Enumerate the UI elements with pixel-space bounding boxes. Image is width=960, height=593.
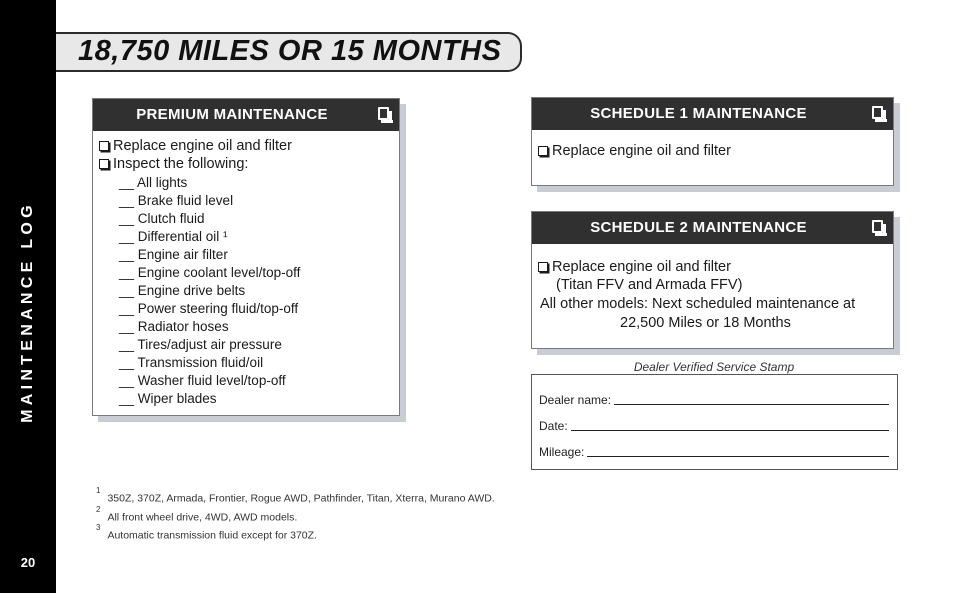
schedule-2-item: Replace engine oil and filter: [538, 259, 731, 275]
checkbox-icon: [538, 262, 548, 272]
footnote-text: All front wheel drive, 4WD, AWD models.: [107, 511, 298, 524]
schedule-2-header-label: SCHEDULE 2 MAINTENANCE: [590, 219, 807, 236]
inspect-item: __ Radiator hoses: [119, 319, 229, 334]
sidebar-label: MAINTENANCE LOG: [19, 201, 36, 423]
dealer-name-field[interactable]: [539, 387, 889, 407]
dealer-name-label: Dealer name:: [539, 393, 612, 407]
date-line[interactable]: [571, 429, 889, 431]
premium-header: [93, 99, 399, 131]
footnote-number: 1: [96, 486, 101, 495]
schedule-2-other-line-1: All other models: Next scheduled maintenance at: [540, 296, 856, 312]
inspect-item: __ Differential oil ¹: [119, 229, 228, 244]
inspect-item: __ Tires/adjust air pressure: [119, 337, 282, 352]
premium-item: Inspect the following:: [99, 156, 248, 172]
schedule-2-note: (Titan FFV and Armada FFV): [556, 277, 743, 293]
footnote-number: 3: [96, 523, 101, 532]
schedule-1-header: [532, 98, 893, 130]
inspect-item: __ Power steering fluid/top-off: [119, 301, 299, 316]
sidebar: [0, 0, 56, 593]
page-title: 18,750 MILES OR 15 MONTHS: [78, 35, 502, 67]
inspect-item: __ Clutch fluid: [119, 211, 205, 226]
schedule-2-other-line-2: 22,500 Miles or 18 Months: [620, 315, 791, 331]
date-label: Date:: [539, 419, 568, 433]
inspect-item: __ All lights: [119, 175, 188, 190]
premium-header-label: PREMIUM MAINTENANCE: [136, 106, 328, 123]
dealer-stamp-box: [531, 374, 898, 470]
schedule-2-box: [531, 211, 894, 349]
inspect-item: __ Transmission fluid/oil: [119, 355, 264, 370]
checkbox-icon: [872, 106, 883, 119]
schedule-2-header: [532, 212, 893, 244]
inspect-item: __ Engine air filter: [119, 247, 228, 262]
dealer-name-line[interactable]: [614, 403, 889, 405]
footnote-number: 2: [96, 505, 101, 514]
footnote: [96, 505, 298, 524]
inspect-item: __ Wiper blades: [119, 391, 217, 406]
footnote: [96, 523, 317, 542]
schedule-1-item: Replace engine oil and filter: [538, 143, 731, 159]
footnote: [96, 486, 495, 505]
premium-maintenance-box: [92, 98, 400, 416]
mileage-field[interactable]: [539, 439, 889, 459]
checkbox-icon: [538, 146, 548, 156]
checkbox-icon: [872, 220, 883, 233]
mileage-line[interactable]: [587, 455, 889, 457]
footnote-text: 350Z, 370Z, Armada, Frontier, Rogue AWD, Pathfinder, Titan, Xterra, Murano AWD.: [107, 492, 495, 505]
schedule-1-header-label: SCHEDULE 1 MAINTENANCE: [590, 105, 807, 122]
date-field[interactable]: [539, 413, 889, 433]
footnote-text: Automatic transmission fluid except for 370Z.: [107, 529, 317, 542]
inspect-item: __ Brake fluid level: [119, 193, 234, 208]
stamp-caption: Dealer Verified Service Stamp: [633, 360, 795, 374]
inspect-item: __ Engine drive belts: [119, 283, 246, 298]
premium-item: Replace engine oil and filter: [99, 138, 292, 154]
page-number: 20: [20, 555, 36, 570]
mileage-label: Mileage:: [539, 445, 585, 459]
checkbox-icon: [378, 107, 389, 120]
inspect-item: __ Engine coolant level/top-off: [119, 265, 301, 280]
checkbox-icon: [99, 159, 109, 169]
inspect-item: __ Washer fluid level/top-off: [119, 373, 286, 388]
checkbox-icon: [99, 141, 109, 151]
schedule-1-box: [531, 97, 894, 186]
